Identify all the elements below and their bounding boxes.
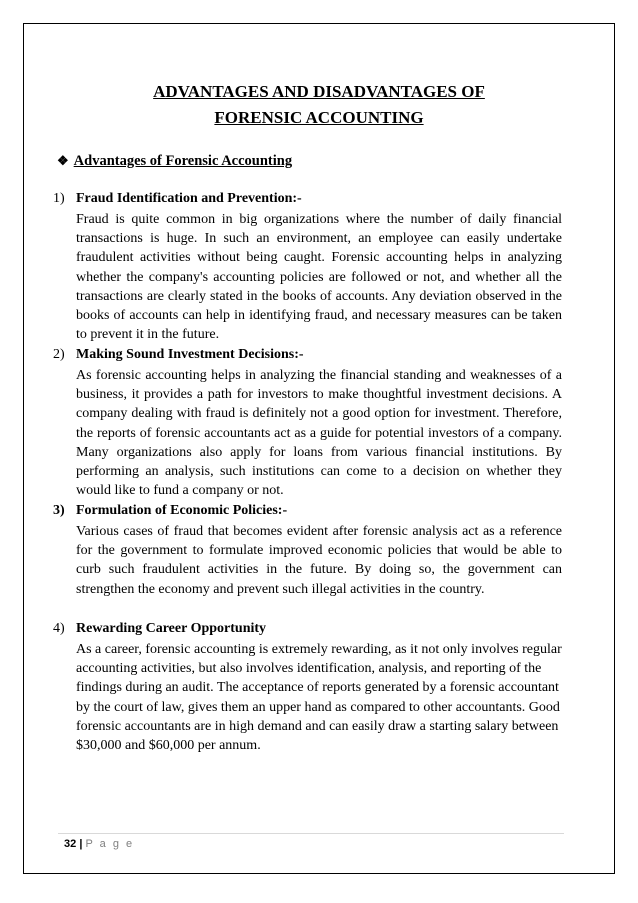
page-number: 32	[64, 838, 77, 850]
item-body: As forensic accounting helps in analyzing the financial standing and weaknesses of a business, it provides a path for investors to make thoughtful investment decisions. A company dealing with fraud is definitely not a good option for investment. Therefore, the reports of forensic accountants act as a guide for potential investors of a company. Many organizations also apply for loans from various financial institutions. By performing an analysis, such institutions can come to a decision on whether they would like to fund a company or not.	[76, 368, 562, 499]
page-footer	[64, 838, 134, 850]
page-title-line-1: ADVANTAGES AND DISADVANTAGES OF	[153, 82, 485, 101]
item-number: 3)	[53, 503, 65, 518]
item-body: Various cases of fraud that becomes evident after forensic analysis act as a reference for the government to formulate improved economic policies that would be able to curb such fraudulent activities in the future. By doing so, the government can strengthen the economy and prevent such illegal activities in the country.	[76, 524, 562, 597]
item-body: Fraud is quite common in big organizations where the number of daily financial transactions is huge. In such an environment, an employee can easily undertake fraudulent activities without being caught. Forensic accounting helps in analyzing whether the company's accounting policies are followed or not, and whether all the transactions are clearly stated in the books of accounts. Any deviation observed in the books of accounts can help in identifying fraud, and necessary measures can be taken to prevent it in the future.	[76, 212, 562, 343]
item-number: 1)	[53, 191, 65, 206]
section-heading	[57, 153, 292, 170]
page-word: P a g e	[85, 838, 135, 850]
item-number: 2)	[53, 347, 65, 362]
section-heading-text: Advantages of Forensic Accounting	[73, 153, 293, 169]
item-body: As a career, forensic accounting is extremely rewarding, as it not only involves regular accounting activities, but also involves identification, analysis, and reporting of the findings during an audit. The acceptance of reports generated by a forensic accountant by the court of law, gives them an upper hand as compared to other accountants. Good forensic accountants are in high demand and can easily draw a starting salary between $30,000 and $60,000 per annum.	[76, 642, 562, 754]
item-title: Fraud Identification and Prevention:-	[76, 191, 302, 206]
item-title: Making Sound Investment Decisions:-	[76, 347, 304, 362]
item-title: Rewarding Career Opportunity	[76, 621, 267, 636]
page-title-line-2: FORENSIC ACCOUNTING	[214, 108, 424, 127]
item-number: 4)	[53, 621, 65, 636]
footer-divider	[58, 833, 564, 834]
footer-separator: |	[79, 838, 83, 850]
diamond-bullet-icon: ❖	[57, 153, 69, 168]
item-title: Formulation of Economic Policies:-	[76, 503, 288, 518]
